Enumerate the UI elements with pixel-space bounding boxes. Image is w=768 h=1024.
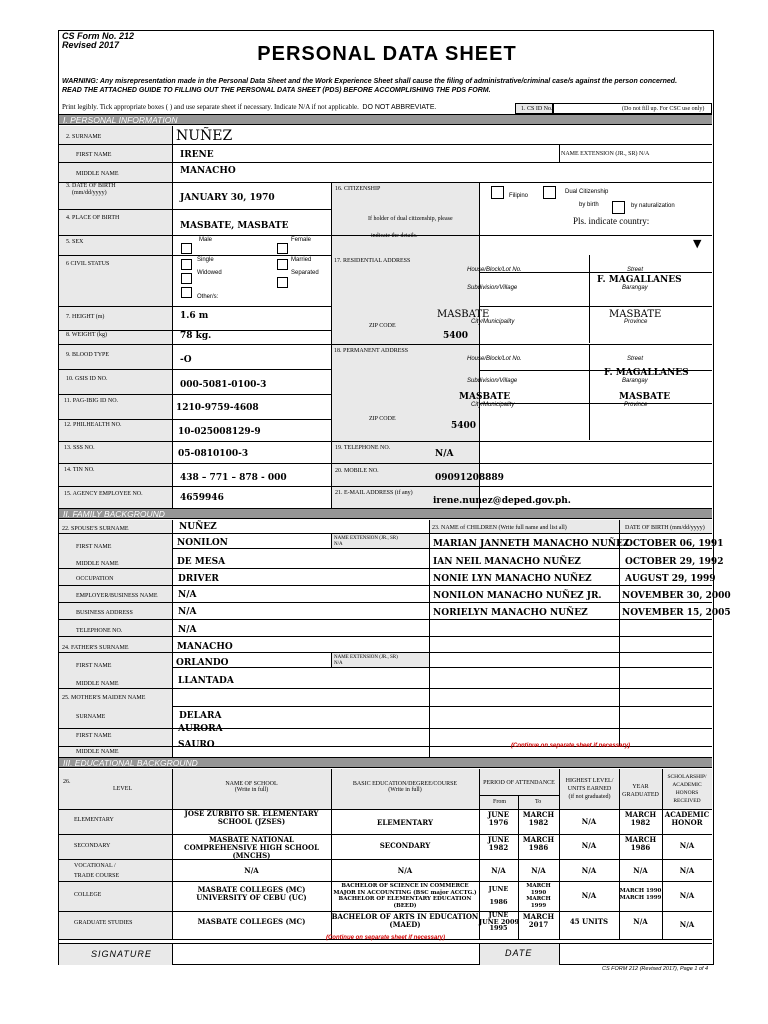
separated-checkbox[interactable] [277, 277, 288, 288]
edu-period-header: PERIOD OF ATTENDANCE [483, 780, 555, 786]
height-value[interactable]: 1.6 m [180, 311, 209, 321]
dual-citizenship-option: Dual Citizenship [565, 189, 609, 195]
edu-honors[interactable]: ACADEMIC HONOR [664, 810, 710, 827]
name-extension-label: NAME EXTENSION (JR., SR) N/A [561, 151, 650, 157]
agency-no-value[interactable]: 4659946 [180, 493, 224, 503]
business-address-value[interactable]: N/A [178, 607, 197, 617]
email-value[interactable]: irene.nunez@deped.gov.ph. [433, 496, 571, 506]
date-label: DATE [505, 948, 533, 958]
dual-note-2: indicate the details. [371, 233, 418, 239]
civil-status-label: 6 CIVIL STATUS [66, 261, 110, 267]
surname-value[interactable]: NUÑEZ [176, 128, 233, 144]
date-field[interactable] [560, 944, 712, 965]
separated-option: Separated [291, 270, 319, 276]
occupation-value[interactable]: DRIVER [178, 574, 219, 584]
spouse-middle-label: MIDDLE NAME [76, 561, 119, 567]
weight-value[interactable]: 78 kg. [180, 331, 212, 341]
by-birth-checkbox[interactable] [612, 201, 625, 214]
edu-level: ELEMENTARY [74, 817, 114, 823]
sex-label: 5. SEX [66, 239, 84, 245]
married-checkbox[interactable] [277, 259, 288, 270]
mobile-value[interactable]: 09091208889 [435, 473, 504, 483]
child-name[interactable]: NONIE LYN MANACHO NUÑEZ [433, 574, 592, 584]
warning-text: WARNING: Any misrepresentation made in the Personal Data Sheet and the Work Experience Sheet shall cause the filing of administrative/criminal case/s against the person concerned. READ THE ATTACHED GUIDE TO FILLING OUT THE PERSONAL DATA SHEET (PDS) BEFORE ACCOMPLISHING THE PDS FORM. [62, 78, 678, 94]
child-dob[interactable]: AUGUST 29, 1999 [625, 574, 716, 584]
res-city-value[interactable]: MASBATE [437, 309, 490, 320]
edu-units-header: HIGHEST LEVEL/ UNITS EARNED (if not graduated) [565, 778, 614, 800]
male-option: Male [199, 237, 213, 243]
middle-name-label: MIDDLE NAME [76, 171, 119, 177]
single-checkbox[interactable] [181, 259, 192, 270]
edu-honors[interactable]: N/A [679, 920, 695, 929]
children-label: 23. NAME of CHILDREN (Write full name and list all) [432, 525, 567, 531]
father-middle-value[interactable]: LLANTADA [178, 676, 234, 686]
zip-code-label: ZIP CODE [369, 323, 396, 329]
edu-from[interactable]: JUNE 1982 [487, 835, 510, 852]
csid-note: (Do not fill up. For CSC use only) [622, 106, 705, 112]
res-street-value[interactable]: F. MAGALLANES [597, 275, 682, 285]
tin-label: 14. TIN NO. [64, 467, 95, 473]
edu-from-header: From [493, 799, 507, 805]
gsis-value[interactable]: 000-5081-0100-3 [180, 380, 267, 390]
signature-label: SIGNATURE [91, 949, 152, 959]
child-dob[interactable]: OCTOBER 29, 1992 [625, 557, 724, 567]
female-checkbox[interactable] [277, 243, 288, 254]
spouse-ext-value[interactable]: N/A [334, 542, 343, 547]
child-name[interactable]: NORIELYN MANACHO NUÑEZ [433, 608, 588, 618]
page-footer: CS FORM 212 (Revised 2017), Page 1 of 4 [602, 966, 709, 972]
edu-year[interactable]: N/A [633, 917, 648, 926]
res-province-value[interactable]: MASBATE [609, 309, 662, 320]
father-ext-value[interactable]: N/A [334, 661, 343, 666]
print-instructions: Print legibly. Tick appropriate boxes ( ) and use separate sheet if necessary. Indicate N/A if not applicable. DO NOT ABBREVIATE. [62, 103, 437, 111]
edu-honors-header: SCHOLARSHIP/ ACADEMIC HONORS RECEIVED [667, 774, 707, 804]
pagibig-label: 11. PAG-IBIG ID NO. [64, 398, 119, 404]
children-dob-label: DATE OF BIRTH (mm/dd/yyyy) [625, 525, 705, 531]
first-name-value[interactable]: IRENE [180, 150, 214, 160]
edu-course[interactable]: BACHELOR OF SCIENCE IN COMMERCE MAJOR IN ACCOUNTING (BSC major ACCTG.) BACHELOR OF ELEMENTARY EDUCATION (BEED) [333, 883, 477, 909]
pob-label: 4. PLACE OF BIRTH [66, 215, 120, 221]
edu-level: GRADUATE STUDIES [74, 920, 133, 926]
edu-to-header: To [535, 799, 542, 805]
father-first-label: FIRST NAME [76, 663, 112, 669]
edu-year[interactable]: MARCH 1986 [624, 835, 657, 852]
telephone-label: 19. TELEPHONE NO. [335, 445, 391, 451]
father-surname-label: 24. FATHER'S SURNAME [62, 645, 129, 651]
perm-barangay-label: Barangay [622, 378, 648, 384]
edu-to[interactable]: MARCH 1986 [522, 835, 555, 852]
province-label: Province [624, 319, 648, 325]
edu-school[interactable]: N/A [244, 866, 259, 875]
others-checkbox[interactable] [181, 287, 192, 298]
edu-course[interactable]: BACHELOR OF ARTS IN EDUCATION (MAED) [331, 912, 479, 929]
mother-middle-label: MIDDLE NAME [76, 749, 119, 755]
edu-to[interactable]: N/A [531, 866, 546, 875]
father-middle-label: MIDDLE NAME [76, 681, 119, 687]
pob-value[interactable]: MASBATE, MASBATE [180, 221, 289, 231]
edu-year-header: YEAR GRADUATED [622, 784, 659, 798]
edu-year[interactable]: MARCH 1982 [624, 810, 657, 827]
male-checkbox[interactable] [181, 243, 192, 254]
edu-school[interactable]: MASBATE COLLEGES (MC) [197, 917, 306, 926]
section-education-header: III. EDUCATIONAL BACKGROUND [59, 757, 712, 768]
permanent-address-label: 18. PERMANENT ADDRESS [334, 348, 409, 354]
email-label: 21. E-MAIL ADDRESS (if any) [335, 490, 413, 496]
child-dob[interactable]: NOVEMBER 30, 2000 [622, 591, 731, 601]
spouse-first-value[interactable]: NONILON [177, 538, 228, 548]
perm-zip-value[interactable]: 5400 [451, 421, 477, 431]
signature-field[interactable] [173, 944, 479, 965]
perm-zip-label: ZIP CODE [369, 416, 396, 422]
house-label: House/Block/Lot No. [467, 267, 522, 273]
edu-year[interactable]: N/A [633, 866, 648, 875]
dob-label: 3. DATE OF BIRTH [66, 183, 116, 189]
filipino-checkbox[interactable] [491, 186, 504, 199]
gsis-label: 10. GSIS ID NO. [66, 376, 108, 382]
edu-from[interactable]: JUNE 1986 JUNE 1995 [488, 885, 509, 932]
edu-level: COLLEGE [74, 892, 102, 898]
mother-maiden-label: 25. MOTHER'S MAIDEN NAME [62, 695, 146, 701]
father-ext-label: NAME EXTENSION (JR., SR) [334, 655, 398, 660]
mother-middle-value[interactable]: SAURO [178, 740, 215, 750]
edu-units[interactable]: N/A [581, 866, 597, 875]
child-name[interactable]: NONILON MANACHO NUÑEZ JR. [433, 591, 602, 601]
employer-value[interactable]: N/A [178, 590, 197, 600]
mother-first-value[interactable]: AURORA [178, 724, 223, 734]
edu-honors[interactable]: N/A [679, 866, 695, 875]
agency-no-label: 15. AGENCY EMPLOYEE NO. [64, 491, 143, 497]
csid-label: 1. CS ID No. [521, 106, 553, 112]
page-title: PERSONAL DATA SHEET [257, 43, 517, 65]
widowed-option: Widowed [197, 270, 222, 276]
edu-to[interactable]: MARCH 1990 MARCH 1999 [526, 883, 551, 909]
edu-from[interactable]: JUNE 2009 [479, 918, 519, 926]
perm-province-label: Province [624, 402, 648, 408]
dual-note: If holder of dual citizenship, please [368, 216, 453, 222]
mother-first-label: FIRST NAME [76, 733, 112, 739]
family-continue-note: (Continue on separate sheet if necessary) [511, 743, 631, 749]
citizenship-label: 16. CITIZENSHIP [335, 186, 381, 192]
form-number: CS Form No. 212 Revised 2017 [62, 31, 135, 50]
edu-course[interactable]: N/A [397, 866, 413, 875]
edu-school-header: NAME OF SCHOOL (Write in full) [225, 781, 278, 793]
tin-value[interactable]: 438 – 771 – 878 - 000 [180, 473, 287, 483]
weight-label: 8. WEIGHT (kg) [66, 332, 107, 338]
edu-level: SECONDARY [74, 843, 111, 849]
blood-type-label: 9. BLOOD TYPE [66, 352, 110, 358]
employer-label: EMPLOYER/BUSINESS NAME [76, 593, 158, 599]
edu-continue-note: (Continue on separate sheet if necessary) [325, 935, 446, 941]
pds-form [58, 30, 731, 965]
sss-label: 13. SSS NO. [64, 445, 95, 451]
edu-to[interactable]: MARCH 2017 [522, 912, 555, 929]
others-option: Other/s: [197, 294, 219, 300]
widowed-checkbox[interactable] [181, 273, 192, 284]
occupation-label: OCCUPATION [76, 576, 114, 582]
child-dob[interactable]: NOVEMBER 15, 2005 [622, 608, 731, 618]
mobile-label: 20. MOBILE NO. [335, 468, 379, 474]
father-surname-value[interactable]: MANACHO [177, 642, 233, 652]
married-option: Married [291, 257, 312, 263]
child-name[interactable]: IAN NEIL MANACHO NUÑEZ [433, 557, 581, 567]
spouse-telephone-label: TELEPHONE NO. [76, 628, 123, 634]
filipino-option: Filipino [509, 193, 529, 199]
philhealth-value[interactable]: 10-025008129-9 [178, 427, 261, 437]
edu-school[interactable]: MASBATE COLLEGES (MC) UNIVERSITY OF CEBU (UC) [196, 885, 307, 902]
mother-surname-label: SURNAME [76, 714, 106, 720]
single-option: Single [197, 257, 214, 263]
edu-units[interactable]: N/A [581, 817, 597, 826]
first-name-label: FIRST NAME [76, 152, 112, 158]
father-first-value[interactable]: ORLANDO [176, 658, 229, 668]
blood-type-value[interactable]: -O [180, 355, 192, 365]
female-option: Female [291, 237, 312, 243]
edu-units[interactable]: N/A [581, 841, 597, 850]
by-naturalization-option: by naturalization [631, 203, 675, 209]
edu-units[interactable]: N/A [581, 891, 597, 900]
spouse-middle-value[interactable]: DE MESA [177, 557, 226, 567]
perm-city-value[interactable]: MASBATE [459, 392, 511, 402]
res-zip-value[interactable]: 5400 [443, 331, 469, 341]
edu-honors[interactable]: N/A [679, 891, 695, 900]
street-label: Street [627, 267, 644, 273]
section-family-header: II. FAMILY BACKGROUND [59, 508, 712, 519]
edu-from[interactable]: JUNE 1976 [487, 810, 510, 827]
edu-number: 26. [63, 779, 71, 785]
edu-school[interactable]: MASBATE NATIONAL COMPREHENSIVE HIGH SCHOOL (MNCHS) [184, 835, 319, 860]
edu-course[interactable]: ELEMENTARY [377, 818, 433, 827]
edu-units[interactable]: 45 UNITS [569, 917, 609, 926]
pagibig-value[interactable]: 1210-9759-4608 [176, 403, 259, 413]
spouse-surname-label: 22. SPOUSE'S SURNAME [62, 526, 129, 532]
edu-honors[interactable]: N/A [679, 841, 695, 850]
perm-province-value[interactable]: MASBATE [619, 392, 671, 402]
spouse-surname-value[interactable]: NUÑEZ [179, 522, 217, 532]
height-label: 7. HEIGHT (m) [66, 314, 105, 320]
perm-street-value[interactable]: F. MAGALLANES [604, 368, 689, 378]
by-birth-option: by birth [579, 202, 599, 208]
edu-level: VOCATIONAL / TRADE COURSE [74, 863, 120, 879]
perm-city-label: City/Municipality [471, 402, 515, 408]
country-select[interactable] [479, 235, 712, 255]
edu-year[interactable]: MARCH 1990 MARCH 1999 [619, 888, 662, 901]
perm-subdivision-label: Subdivision/Village [467, 378, 518, 384]
edu-school[interactable]: JOSE ZURBITO SR. ELEMENTARY SCHOOL (JZSES) [184, 809, 319, 826]
spouse-first-label: FIRST NAME [76, 544, 112, 550]
subdivision-label: Subdivision/Village [467, 285, 518, 291]
edu-level-header: LEVEL [113, 786, 132, 792]
dropdown-arrow-icon[interactable]: ▼ [693, 237, 702, 250]
middle-name-value[interactable]: MANACHO [180, 166, 236, 176]
sss-value[interactable]: 05-0810100-3 [178, 449, 249, 459]
perm-street-label: Street [627, 356, 644, 362]
city-label: City/Municipality [471, 319, 515, 325]
mother-surname-value[interactable]: DELARA [179, 711, 222, 721]
perm-house-label: House/Block/Lot No. [467, 356, 522, 362]
edu-course-header: BASIC EDUCATION/DEGREE/COURSE (Write in full) [352, 781, 458, 793]
philhealth-label: 12. PHILHEALTH NO. [64, 422, 122, 428]
spouse-ext-label: NAME EXTENSION (JR., SR) [334, 536, 398, 541]
telephone-value[interactable]: N/A [435, 449, 454, 459]
child-dob[interactable]: OCTOBER 06, 1991 [625, 539, 724, 549]
dual-citizenship-checkbox[interactable] [543, 186, 556, 199]
dob-format: (mm/dd/yyyy) [72, 190, 107, 196]
spouse-telephone-value[interactable]: N/A [178, 625, 197, 635]
dob-value[interactable]: JANUARY 30, 1970 [180, 193, 275, 203]
residential-address-label: 17. RESIDENTIAL ADDRESS [334, 258, 411, 264]
indicate-country: Pls. indicate country: [573, 216, 650, 226]
edu-course[interactable]: SECONDARY [379, 841, 431, 850]
business-address-label: BUSINESS ADDRESS [76, 610, 133, 616]
child-name[interactable]: MARIAN JANNETH MANACHO NUÑEZ [433, 539, 630, 549]
edu-to[interactable]: MARCH 1982 [522, 810, 555, 827]
section-personal-header: I. PERSONAL INFORMATION [59, 114, 712, 125]
barangay-label: Barangay [622, 285, 648, 291]
surname-label: 2. SURNAME [66, 134, 102, 140]
edu-from[interactable]: N/A [491, 866, 506, 875]
